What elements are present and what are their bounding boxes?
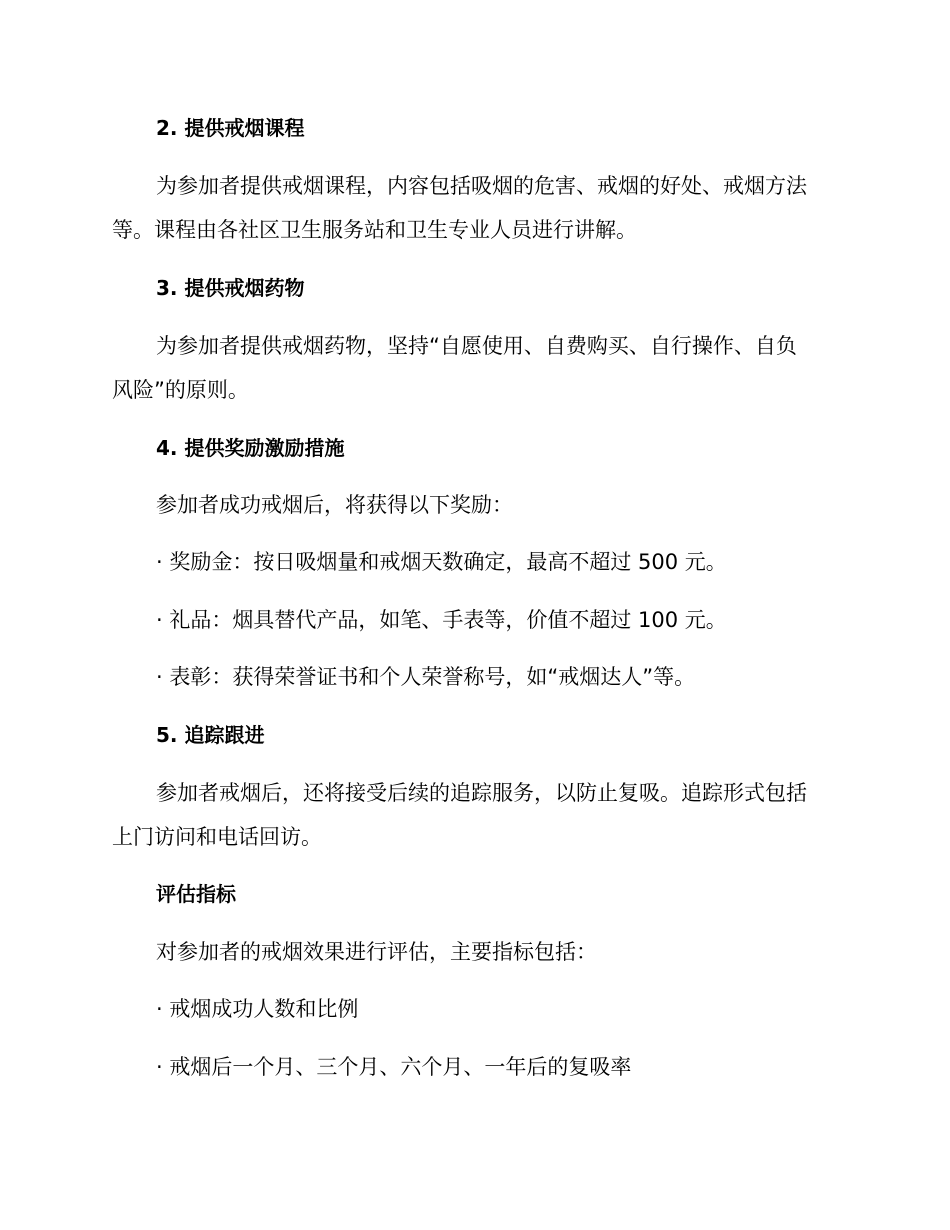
incentives-intro: 参加者成功戒烟后，将获得以下奖励： [156,493,513,517]
followup-paragraph-line-2: 上门访问和电话回访。 [112,825,322,849]
section-heading-medication: 3. 提供戒烟药物 [156,276,305,300]
section-heading-followup: 5. 追踪跟进 [156,723,265,747]
evaluation-intro: 对参加者的戒烟效果进行评估，主要指标包括： [156,940,597,964]
course-paragraph-line-1: 为参加者提供戒烟课程，内容包括吸烟的危害、戒烟的好处、戒烟方法 [156,174,807,198]
section-heading-course: 2. 提供戒烟课程 [156,116,305,140]
medication-paragraph-line-1: 为参加者提供戒烟药物，坚持“自愿使用、自费购买、自行操作、自负 [156,334,797,358]
followup-paragraph-line-1: 参加者戒烟后，还将接受后续的追踪服务，以防止复吸。追踪形式包括 [156,781,807,805]
medication-paragraph-line-2: 风险”的原则。 [112,378,249,402]
incentive-bullet-honor: · 表彰：获得荣誉证书和个人荣誉称号，如“戒烟达人”等。 [156,665,696,689]
section-heading-evaluation: 评估指标 [156,882,236,906]
incentive-bullet-gift: · 礼品：烟具替代产品，如笔、手表等，价值不超过 100 元。 [156,608,727,632]
course-paragraph-line-2: 等。课程由各社区卫生服务站和卫生专业人员进行讲解。 [112,218,637,242]
evaluation-bullet-relapse-rate: · 戒烟后一个月、三个月、六个月、一年后的复吸率 [156,1055,632,1079]
evaluation-bullet-success-rate: · 戒烟成功人数和比例 [156,997,359,1021]
incentive-bullet-cash: · 奖励金：按日吸烟量和戒烟天数确定，最高不超过 500 元。 [156,550,727,574]
section-heading-incentives: 4. 提供奖励激励措施 [156,436,345,460]
